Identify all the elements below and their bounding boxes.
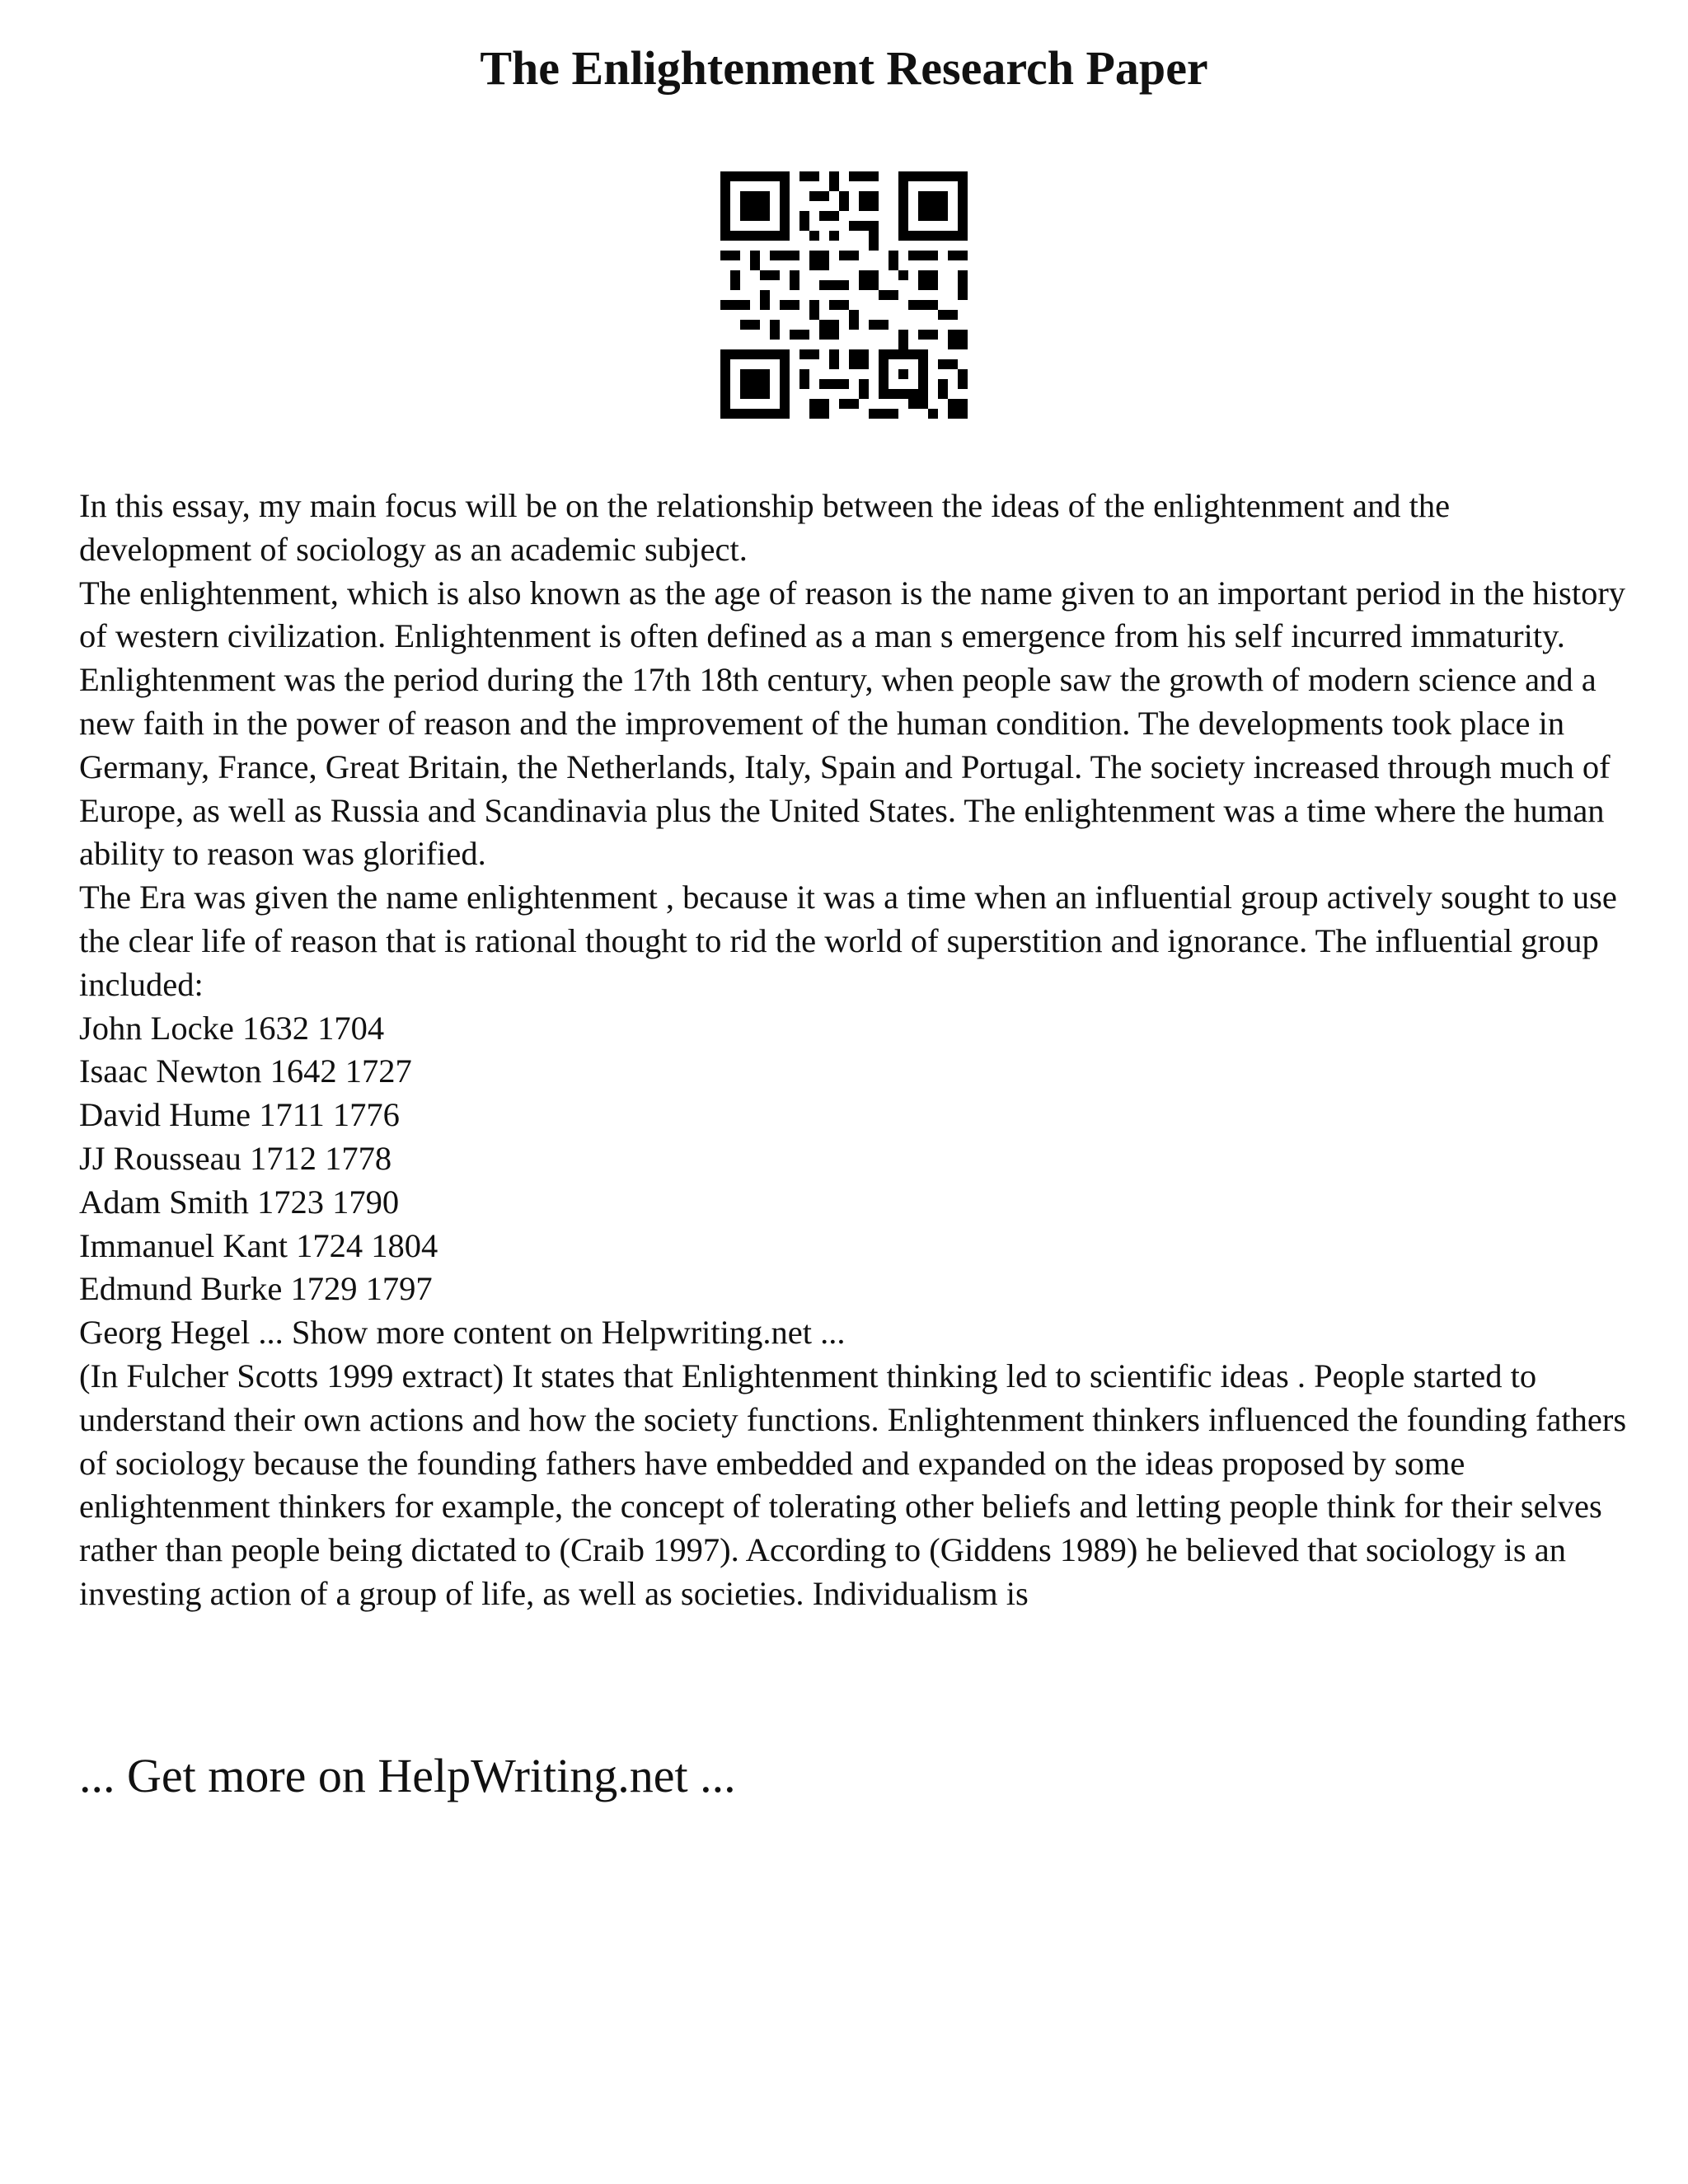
- list-item-thinker-truncated: Georg Hegel ... Show more content on Helpwriting.net ...: [79, 1314, 846, 1352]
- list-item-thinker: Adam Smith 1723 1790: [79, 1183, 400, 1221]
- list-item-thinker: Isaac Newton 1642 1727: [79, 1052, 412, 1090]
- paragraph-fulcher-scott: (In Fulcher Scotts 1999 extract) It states that Enlightenment thinking led to scientific ideas . People started to understand their own actions and how the society functions. Enlightenment thinkers influenced the founding fathers of sociology because the founding fathers have embedded and expanded on the ideas proposed by some enlightenment thinkers for example, the concept of tolerating other beliefs and letting people think for their selves rather than people being dictated to (Craib 1997). According to (Giddens 1989) he believed that sociology is an investing action of a group of life, as well as societies. Individualism is: [79, 1357, 1627, 1612]
- list-item-thinker: David Hume 1711 1776: [79, 1096, 400, 1134]
- list-item-thinker: JJ Rousseau 1712 1778: [79, 1139, 392, 1177]
- get-more-link[interactable]: ... Get more on HelpWriting.net ...: [79, 1749, 736, 1802]
- list-item-thinker: John Locke 1632 1704: [79, 1009, 385, 1047]
- qr-code-icon: [720, 171, 968, 419]
- list-item-thinker: Edmund Burke 1729 1797: [79, 1270, 433, 1308]
- paragraph-era-name: The Era was given the name enlightenment , because it was a time when an influential group actively sought to use the clear life of reason that is rational thought to rid the world of superstition and ignorance. The influential group included:: [79, 879, 1617, 1003]
- paragraph-intro: In this essay, my main focus will be on the relationship between the ideas of the enlightenment and the development of sociology as an academic subject.: [79, 487, 1451, 568]
- document-title: The Enlightenment Research Paper: [480, 41, 1208, 95]
- list-item-thinker: Immanuel Kant 1724 1804: [79, 1226, 438, 1264]
- document-body: [79, 485, 1629, 1616]
- paragraph-enlightenment-definition: The enlightenment, which is also known as the age of reason is the name given to an important period in the history of western civilization. Enlightenment is often defined as a man s emergence from his self incurred immaturity. Enlightenment was the period during the 17th 18th century, when people saw the growth of modern science and a new faith in the power of reason and the improvement of the human condition. The developments took place in Germany, France, Great Britain, the Netherlands, Italy, Spain and Portugal. The society increased through much of Europe, as well as Russia and Scandinavia plus the United States. The enlightenment was a time where the human ability to reason was glorified.: [79, 574, 1626, 873]
